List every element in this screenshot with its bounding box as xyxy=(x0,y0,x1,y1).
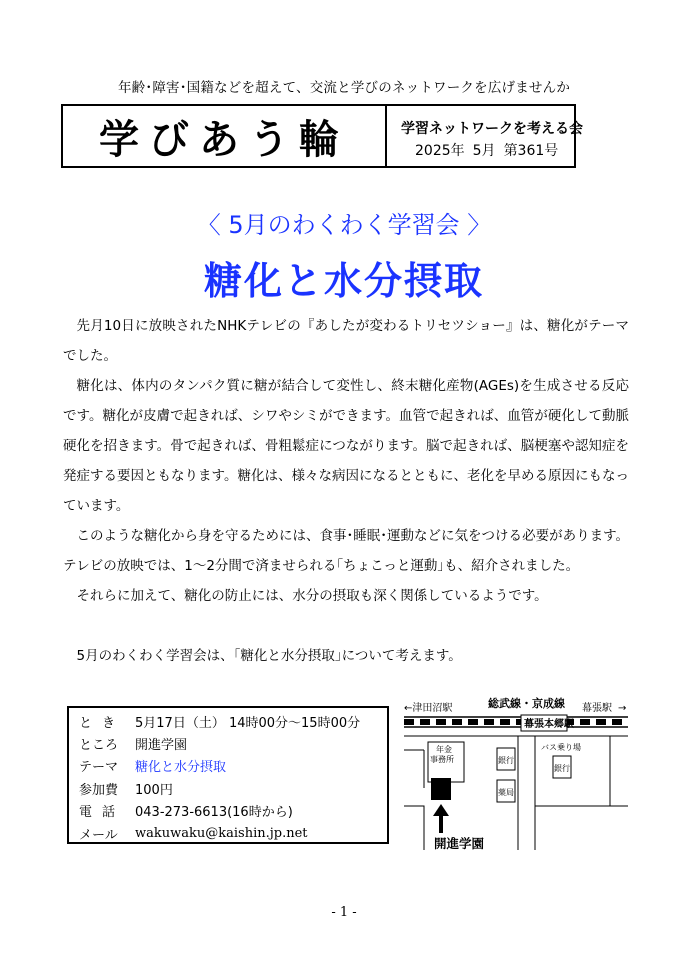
blank-line xyxy=(63,611,629,641)
masthead-divider xyxy=(385,106,387,166)
map-label-station: 幕張本郷駅 xyxy=(524,719,574,730)
paragraph: 先月10日に放映されたNHKテレビの『あしたが変わるトリセツショー』は、糖化がテーマでした。 xyxy=(63,318,629,364)
tagline: 年齢･障害･国籍などを超えて、交流と学びのネットワークを広げませんか xyxy=(117,80,571,96)
street-west xyxy=(404,806,424,850)
info-label: テーマ xyxy=(79,760,119,776)
info-row-email xyxy=(79,822,387,844)
map-label-school: 開進学園 xyxy=(434,836,485,851)
paragraph: このような糖化から身を守るためには、食事･睡眠･運動などに気をつける必要があります。テレビの放映では、1～2分間で済ませられる｢ちょこっと運動｣も、紹介されました。 xyxy=(63,528,629,574)
info-row-phone xyxy=(79,800,387,822)
info-label: ところ xyxy=(79,738,119,754)
announcement: 5月のわくわく学習会は、｢糖化と水分摂取｣について考えます。 xyxy=(76,648,462,664)
article-subtitle: 〈 5月のわくわく学習会 〉 xyxy=(196,211,492,239)
issue-info xyxy=(415,140,566,160)
info-row-place xyxy=(79,732,387,754)
email-link[interactable]: wakuwaku@kaishin.jp.net xyxy=(135,825,308,841)
map-label-pharmacy: 薬局 xyxy=(498,788,514,797)
map-arrow-right: → xyxy=(618,703,627,714)
issue-year: 2025年 xyxy=(415,143,465,159)
school-building xyxy=(431,778,451,800)
info-label: 電話 xyxy=(79,805,126,821)
info-label: 参加費 xyxy=(79,782,119,798)
organization-name: 学習ネットワークを考える会 xyxy=(401,121,583,137)
info-label: メール xyxy=(79,827,118,843)
school-pointer-arrow xyxy=(433,804,449,816)
info-row-theme xyxy=(79,755,387,777)
masthead xyxy=(61,104,583,168)
map-label-tsudanuma: ←津田沼駅 xyxy=(404,703,453,714)
paragraph: 糖化は、体内のタンパク質に糖が結合して変性し、終末糖化産物(AGEs)を生成させる反応です。糖化が皮膚で起きれば、シワやシミができます。血管で起きれば、血管が硬化して動脈硬化を招きます。骨で起きれば、骨粗鬆症につながります。脳で起きれば、脳梗塞や認知症を発症する要因ともなります。糖化は、様々な病因になるとともに、老化を早める原因にもなっています。 xyxy=(63,378,629,514)
map-label-bus: バス乗り場 xyxy=(541,743,581,752)
map-label-railway: 総武線・京成線 xyxy=(488,697,565,710)
info-value: 開進学園 xyxy=(135,738,188,754)
article-title: 糖化と水分摂取 xyxy=(203,259,484,303)
paragraph: それらに加えて、糖化の防止には、水分の摂取も深く関係しているようです。 xyxy=(76,588,548,604)
article-body xyxy=(63,311,629,671)
info-value: 100円 xyxy=(135,782,173,798)
brand-title: 学びあう輪 xyxy=(99,115,349,163)
map-label-pension-2: 事務所 xyxy=(430,755,454,764)
issue-month: 5月 xyxy=(472,143,496,159)
issue-number: 第361号 xyxy=(503,143,559,159)
access-map xyxy=(400,690,632,860)
info-row-fee xyxy=(79,777,387,799)
map-label-bank-1: 銀行 xyxy=(498,756,514,765)
info-label: とき xyxy=(79,715,126,731)
page-number: - 1 - xyxy=(331,905,357,920)
info-row-date xyxy=(79,710,387,732)
map-label-bank-2: 銀行 xyxy=(554,764,570,773)
info-value: 糖化と水分摂取 xyxy=(135,760,227,776)
info-value: 043-273-6613(16時から) xyxy=(135,805,293,821)
info-value: 5月17日（土） 14時00分～15時00分 xyxy=(135,715,361,731)
map-label-makuhari: 幕張駅 xyxy=(582,703,612,714)
map-label-pension-1: 年金 xyxy=(436,745,452,754)
event-info-box xyxy=(67,706,389,844)
